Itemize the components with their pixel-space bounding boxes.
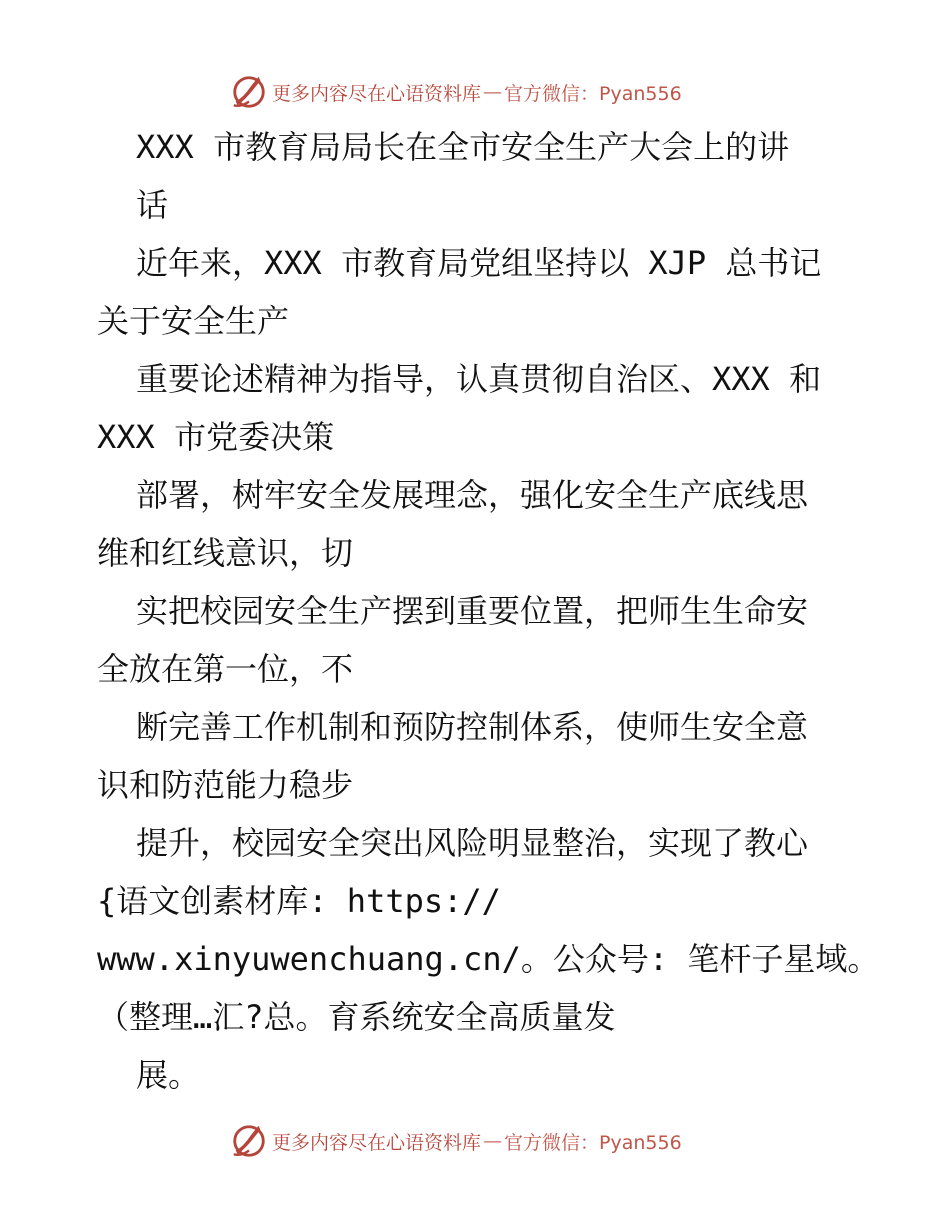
text-line: （整理…汇?总。育系统安全高质量发 — [97, 998, 616, 1036]
banner-separator: — — [483, 81, 503, 103]
text-line: 实把校园安全生产摆到重要位置，把师生生命安 — [136, 592, 809, 630]
text-line: 近年来，XXX 市教育局党组坚持以 XJP 总书记 — [136, 244, 822, 282]
banner-wechat: 官方微信：Pyan556 — [504, 82, 682, 105]
pen-logo-icon — [230, 1122, 268, 1160]
banner-wechat: 官方微信：Pyan556 — [504, 1131, 682, 1154]
text-line: 展。 — [136, 1056, 201, 1094]
text-line: 提升，校园安全突出风险明显整治，实现了教心 — [136, 824, 809, 862]
pen-logo-icon — [230, 73, 268, 111]
text-line: 话 — [136, 186, 169, 224]
text-line: XXX 市党委决策 — [97, 418, 335, 456]
text-line: 重要论述精神为指导，认真贯彻自治区、XXX 和 — [136, 360, 822, 398]
header-watermark — [230, 72, 682, 112]
text-line: 维和红线意识，切 — [97, 534, 354, 572]
text-line: 断完善工作机制和预防控制体系，使师生安全意 — [136, 708, 809, 746]
text-line: 识和防范能力稳步 — [97, 766, 354, 804]
text-line: 关于安全生产 — [97, 302, 290, 340]
banner-text: 更多内容尽在心语资料库 — [272, 82, 482, 105]
banner-separator: — — [483, 1130, 503, 1152]
text-line: www.xinyuwenchuang.cn/。公众号: 笔杆子星域。 — [97, 940, 880, 978]
text-line: 部署，树牢安全发展理念，强化安全生产底线思 — [136, 476, 809, 514]
document-body — [97, 118, 880, 1104]
text-line: 全放在第一位，不 — [97, 650, 354, 688]
footer-watermark — [230, 1121, 682, 1161]
text-line: {语文创素材库: https:// — [97, 882, 501, 920]
text-line: XXX 市教育局局长在全市安全生产大会上的讲 — [136, 128, 790, 166]
banner-text: 更多内容尽在心语资料库 — [272, 1131, 482, 1154]
